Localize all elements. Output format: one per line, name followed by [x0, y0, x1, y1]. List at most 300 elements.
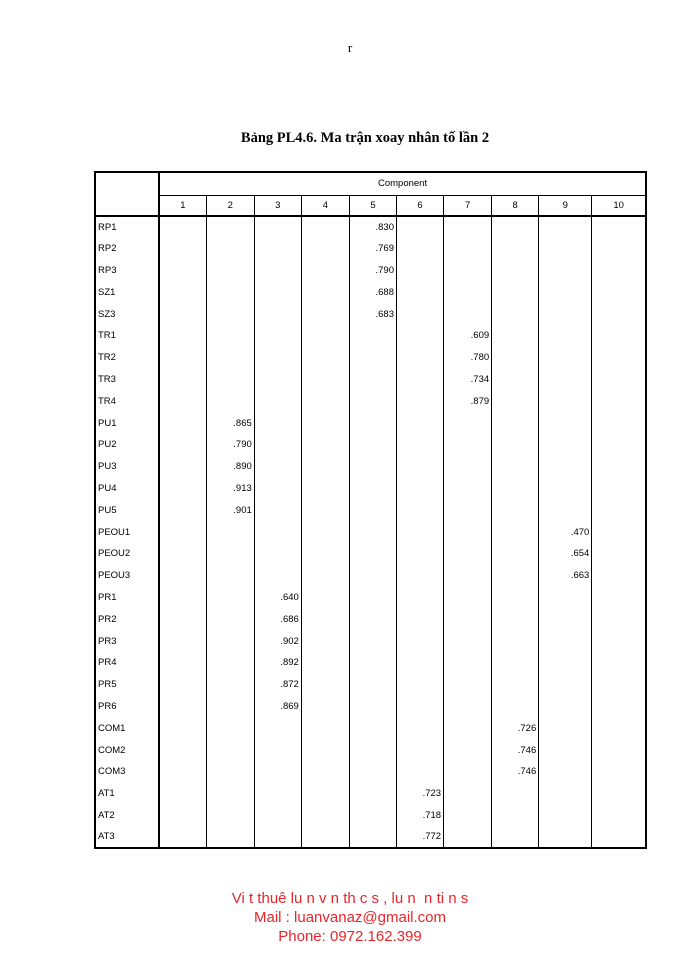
- loading-cell: [159, 521, 206, 543]
- loading-cell: [492, 303, 539, 325]
- component-column-header: 1: [159, 195, 206, 216]
- loading-cell: [592, 456, 646, 478]
- loading-cell: [592, 303, 646, 325]
- loading-cell: [444, 717, 492, 739]
- loading-cell: [159, 281, 206, 303]
- loading-cell: [592, 652, 646, 674]
- loading-cell: [301, 456, 349, 478]
- loading-cell: [159, 696, 206, 718]
- loading-cell: [592, 783, 646, 805]
- loading-cell: [397, 325, 444, 347]
- loading-cell: [301, 369, 349, 391]
- loading-cell: .879: [444, 390, 492, 412]
- loading-cell: [444, 216, 492, 238]
- loading-cell: [206, 826, 254, 848]
- loading-cell: [301, 325, 349, 347]
- loading-cell: [206, 696, 254, 718]
- variable-label: COM3: [95, 761, 159, 783]
- loading-cell: [492, 260, 539, 282]
- loading-cell: [159, 565, 206, 587]
- variable-label: PR6: [95, 696, 159, 718]
- loading-cell: [492, 652, 539, 674]
- loading-cell: [397, 565, 444, 587]
- loading-cell: [159, 717, 206, 739]
- loading-cell: [539, 260, 592, 282]
- loading-cell: [349, 325, 396, 347]
- loading-cell: [444, 456, 492, 478]
- loading-cell: [159, 216, 206, 238]
- loading-cell: [539, 412, 592, 434]
- variable-label: PR4: [95, 652, 159, 674]
- loading-cell: [397, 499, 444, 521]
- loading-cell: [349, 565, 396, 587]
- matrix-header: [95, 172, 646, 216]
- loading-cell: [492, 281, 539, 303]
- loading-cell: [159, 543, 206, 565]
- footer-contact: [0, 889, 700, 946]
- loading-cell: [539, 761, 592, 783]
- loading-cell: [349, 630, 396, 652]
- variable-label: SZ1: [95, 281, 159, 303]
- loading-cell: [349, 696, 396, 718]
- loading-cell: [444, 260, 492, 282]
- loading-cell: [592, 325, 646, 347]
- footer-mail-line: Mail : luanvanaz@gmail.com: [254, 909, 446, 926]
- loading-cell: [254, 456, 301, 478]
- loading-cell: [397, 521, 444, 543]
- loading-cell: [349, 761, 396, 783]
- loading-cell: [206, 303, 254, 325]
- loading-cell: [539, 717, 592, 739]
- loading-cell: [206, 608, 254, 630]
- footer-service-line: Vi t thuê lu n v n th c s , lu n n ti n s: [231, 890, 469, 907]
- loading-cell: [349, 608, 396, 630]
- loading-cell: [592, 608, 646, 630]
- loading-cell: [301, 761, 349, 783]
- loading-cell: [301, 652, 349, 674]
- loading-cell: [397, 543, 444, 565]
- loading-cell: [301, 543, 349, 565]
- loading-cell: [254, 761, 301, 783]
- loading-cell: [206, 216, 254, 238]
- loading-cell: [254, 260, 301, 282]
- loading-cell: [254, 739, 301, 761]
- variable-label: PU1: [95, 412, 159, 434]
- loading-cell: [539, 608, 592, 630]
- loading-cell: [592, 434, 646, 456]
- loading-cell: [397, 587, 444, 609]
- loading-cell: [206, 805, 254, 827]
- loading-cell: [349, 478, 396, 500]
- loading-cell: [206, 761, 254, 783]
- loading-cell: [301, 412, 349, 434]
- loading-cell: .746: [492, 761, 539, 783]
- loading-cell: [592, 412, 646, 434]
- matrix-row: [95, 369, 646, 391]
- loading-cell: [349, 674, 396, 696]
- loading-cell: [539, 390, 592, 412]
- loading-cell: [592, 717, 646, 739]
- variable-label: SZ3: [95, 303, 159, 325]
- matrix-row: [95, 608, 646, 630]
- loading-cell: [301, 347, 349, 369]
- loading-cell: [492, 565, 539, 587]
- loading-cell: [301, 674, 349, 696]
- loading-cell: [592, 805, 646, 827]
- loading-cell: [301, 281, 349, 303]
- variable-label: PR3: [95, 630, 159, 652]
- loading-cell: [301, 783, 349, 805]
- loading-cell: .901: [206, 499, 254, 521]
- variable-label: AT1: [95, 783, 159, 805]
- variable-label: PU3: [95, 456, 159, 478]
- variable-label: TR4: [95, 390, 159, 412]
- loading-cell: [159, 478, 206, 500]
- loading-cell: [444, 434, 492, 456]
- loading-cell: [301, 238, 349, 260]
- loading-cell: .726: [492, 717, 539, 739]
- matrix-row: [95, 674, 646, 696]
- matrix-row: [95, 434, 646, 456]
- loading-cell: [397, 456, 444, 478]
- loading-cell: .913: [206, 478, 254, 500]
- variable-label: RP2: [95, 238, 159, 260]
- loading-cell: [159, 652, 206, 674]
- loading-cell: [492, 783, 539, 805]
- loading-cell: [254, 390, 301, 412]
- variable-label: PU4: [95, 478, 159, 500]
- loading-cell: [592, 281, 646, 303]
- loading-cell: .688: [349, 281, 396, 303]
- loading-cell: [492, 587, 539, 609]
- loading-cell: [397, 260, 444, 282]
- loading-cell: [492, 390, 539, 412]
- matrix-row: [95, 826, 646, 848]
- loading-cell: .718: [397, 805, 444, 827]
- loading-cell: [301, 717, 349, 739]
- loading-cell: [397, 434, 444, 456]
- loading-cell: [539, 783, 592, 805]
- loading-cell: [254, 281, 301, 303]
- component-column-header: 7: [444, 195, 492, 216]
- loading-cell: [349, 369, 396, 391]
- loading-cell: [349, 347, 396, 369]
- loading-cell: [254, 216, 301, 238]
- loading-cell: [444, 303, 492, 325]
- loading-cell: [444, 696, 492, 718]
- matrix-row: [95, 260, 646, 282]
- loading-cell: [492, 478, 539, 500]
- loading-cell: [539, 434, 592, 456]
- loading-cell: [301, 216, 349, 238]
- loading-cell: .609: [444, 325, 492, 347]
- loading-cell: [206, 260, 254, 282]
- loading-cell: [254, 412, 301, 434]
- loading-cell: [539, 499, 592, 521]
- variable-label: COM2: [95, 739, 159, 761]
- loading-cell: [592, 761, 646, 783]
- variable-label: AT2: [95, 805, 159, 827]
- matrix-row: [95, 238, 646, 260]
- loading-cell: [159, 456, 206, 478]
- loading-cell: [397, 347, 444, 369]
- rotated-component-matrix: [94, 171, 647, 849]
- matrix-row: [95, 521, 646, 543]
- loading-cell: [492, 412, 539, 434]
- matrix-row: [95, 652, 646, 674]
- loading-cell: [206, 347, 254, 369]
- loading-cell: [206, 565, 254, 587]
- loading-cell: [254, 478, 301, 500]
- loading-cell: [159, 369, 206, 391]
- loading-cell: [206, 652, 254, 674]
- loading-cell: [397, 608, 444, 630]
- loading-cell: [592, 521, 646, 543]
- loading-cell: [397, 630, 444, 652]
- loading-cell: [254, 325, 301, 347]
- matrix-row: [95, 739, 646, 761]
- loading-cell: .734: [444, 369, 492, 391]
- loading-cell: [254, 826, 301, 848]
- loading-cell: [159, 826, 206, 848]
- component-column-header: 10: [592, 195, 646, 216]
- loading-cell: [349, 717, 396, 739]
- component-column-header: 9: [539, 195, 592, 216]
- loading-cell: [444, 543, 492, 565]
- loading-cell: [254, 805, 301, 827]
- variable-label: PEOU3: [95, 565, 159, 587]
- loading-cell: [301, 260, 349, 282]
- loading-cell: [444, 761, 492, 783]
- matrix-row: [95, 412, 646, 434]
- loading-cell: [206, 630, 254, 652]
- loading-cell: [349, 783, 396, 805]
- loading-cell: [592, 674, 646, 696]
- loading-cell: [444, 565, 492, 587]
- loading-cell: [206, 587, 254, 609]
- loading-cell: [444, 608, 492, 630]
- loading-cell: [254, 434, 301, 456]
- loading-cell: [492, 216, 539, 238]
- loading-cell: [206, 674, 254, 696]
- matrix-row: [95, 390, 646, 412]
- loading-cell: [397, 369, 444, 391]
- loading-cell: [539, 369, 592, 391]
- loading-cell: [159, 587, 206, 609]
- loading-cell: [159, 783, 206, 805]
- loading-cell: [159, 805, 206, 827]
- variable-label: RP3: [95, 260, 159, 282]
- loading-cell: [444, 630, 492, 652]
- loading-cell: [206, 543, 254, 565]
- variable-label: PR2: [95, 608, 159, 630]
- matrix-row: [95, 281, 646, 303]
- loading-cell: .683: [349, 303, 396, 325]
- loading-cell: [492, 630, 539, 652]
- loading-cell: [492, 608, 539, 630]
- loading-cell: [539, 805, 592, 827]
- loading-cell: [397, 717, 444, 739]
- matrix-row: [95, 303, 646, 325]
- loading-cell: [592, 478, 646, 500]
- loading-cell: [349, 826, 396, 848]
- loading-cell: [592, 739, 646, 761]
- loading-cell: [349, 456, 396, 478]
- loading-cell: .902: [254, 630, 301, 652]
- loading-cell: [159, 761, 206, 783]
- loading-cell: [301, 390, 349, 412]
- loading-cell: [592, 216, 646, 238]
- loading-cell: [444, 805, 492, 827]
- loading-cell: [206, 717, 254, 739]
- variable-label: PEOU1: [95, 521, 159, 543]
- loading-cell: [159, 260, 206, 282]
- loading-cell: [492, 674, 539, 696]
- loading-cell: .872: [254, 674, 301, 696]
- loading-cell: [159, 325, 206, 347]
- matrix-row: [95, 565, 646, 587]
- variable-label: RP1: [95, 216, 159, 238]
- loading-cell: [444, 521, 492, 543]
- loading-cell: [444, 238, 492, 260]
- loading-cell: [397, 478, 444, 500]
- loading-cell: [592, 630, 646, 652]
- loading-cell: [301, 499, 349, 521]
- loading-cell: [159, 347, 206, 369]
- loading-cell: .790: [349, 260, 396, 282]
- loading-cell: .663: [539, 565, 592, 587]
- matrix-body: [95, 216, 646, 848]
- loading-cell: [159, 303, 206, 325]
- loading-cell: [444, 783, 492, 805]
- loading-cell: [592, 587, 646, 609]
- loading-cell: [444, 826, 492, 848]
- loading-cell: [301, 608, 349, 630]
- table-caption: Bảng PL4.6. Ma trận xoay nhân tố lần 2: [240, 130, 490, 146]
- loading-cell: [492, 826, 539, 848]
- variable-label: TR2: [95, 347, 159, 369]
- loading-cell: [349, 543, 396, 565]
- loading-cell: [301, 478, 349, 500]
- loading-cell: [349, 499, 396, 521]
- loading-cell: [539, 739, 592, 761]
- loading-cell: [492, 499, 539, 521]
- loading-cell: [492, 238, 539, 260]
- loading-cell: [397, 238, 444, 260]
- matrix-row: [95, 696, 646, 718]
- loading-cell: [444, 281, 492, 303]
- loading-cell: [492, 434, 539, 456]
- loading-cell: [349, 587, 396, 609]
- loading-cell: [444, 587, 492, 609]
- loading-cell: [159, 390, 206, 412]
- component-column-header: 6: [397, 195, 444, 216]
- loading-cell: [492, 369, 539, 391]
- loading-cell: [301, 630, 349, 652]
- loading-cell: [159, 739, 206, 761]
- variable-label: PEOU2: [95, 543, 159, 565]
- loading-cell: [206, 783, 254, 805]
- component-column-header: 3: [254, 195, 301, 216]
- matrix-row: [95, 717, 646, 739]
- loading-cell: [349, 805, 396, 827]
- loading-cell: .890: [206, 456, 254, 478]
- loading-cell: [206, 390, 254, 412]
- loading-cell: [301, 826, 349, 848]
- variable-label: PU2: [95, 434, 159, 456]
- loading-cell: [206, 238, 254, 260]
- loading-cell: [592, 369, 646, 391]
- loading-cell: [539, 652, 592, 674]
- loading-cell: .470: [539, 521, 592, 543]
- loading-cell: [301, 565, 349, 587]
- loading-cell: [254, 499, 301, 521]
- loading-cell: .892: [254, 652, 301, 674]
- loading-cell: [301, 805, 349, 827]
- variable-label: TR3: [95, 369, 159, 391]
- loading-cell: [254, 565, 301, 587]
- loading-cell: [539, 281, 592, 303]
- loading-cell: [592, 499, 646, 521]
- loading-cell: [592, 260, 646, 282]
- component-column-header: 2: [206, 195, 254, 216]
- matrix-row: [95, 630, 646, 652]
- loading-cell: [397, 739, 444, 761]
- loading-cell: .865: [206, 412, 254, 434]
- loading-cell: [492, 543, 539, 565]
- loading-cell: .654: [539, 543, 592, 565]
- loading-cell: [206, 325, 254, 347]
- loading-cell: [159, 434, 206, 456]
- loading-cell: [254, 783, 301, 805]
- loading-cell: [301, 739, 349, 761]
- component-column-header: 5: [349, 195, 396, 216]
- loading-cell: .780: [444, 347, 492, 369]
- loading-cell: [254, 238, 301, 260]
- loading-cell: [444, 674, 492, 696]
- matrix-row: [95, 478, 646, 500]
- loading-cell: [539, 238, 592, 260]
- loading-cell: [444, 478, 492, 500]
- loading-cell: [397, 281, 444, 303]
- loading-cell: [301, 587, 349, 609]
- matrix-row: [95, 216, 646, 238]
- loading-cell: [492, 456, 539, 478]
- row-header-corner: [95, 172, 159, 216]
- loading-cell: .869: [254, 696, 301, 718]
- matrix-row: [95, 347, 646, 369]
- loading-cell: [254, 717, 301, 739]
- matrix-row: [95, 783, 646, 805]
- loading-cell: [254, 543, 301, 565]
- loading-cell: [592, 826, 646, 848]
- loading-cell: [397, 390, 444, 412]
- component-group-header: Component: [159, 172, 646, 195]
- loading-cell: [539, 826, 592, 848]
- loading-cell: [159, 499, 206, 521]
- loading-cell: .830: [349, 216, 396, 238]
- loading-cell: [539, 325, 592, 347]
- variable-label: AT3: [95, 826, 159, 848]
- loading-cell: [492, 696, 539, 718]
- matrix-row: [95, 761, 646, 783]
- loading-cell: [539, 478, 592, 500]
- loading-cell: [301, 696, 349, 718]
- variable-label: COM1: [95, 717, 159, 739]
- matrix-row: [95, 805, 646, 827]
- loading-cell: [301, 521, 349, 543]
- loading-cell: [539, 630, 592, 652]
